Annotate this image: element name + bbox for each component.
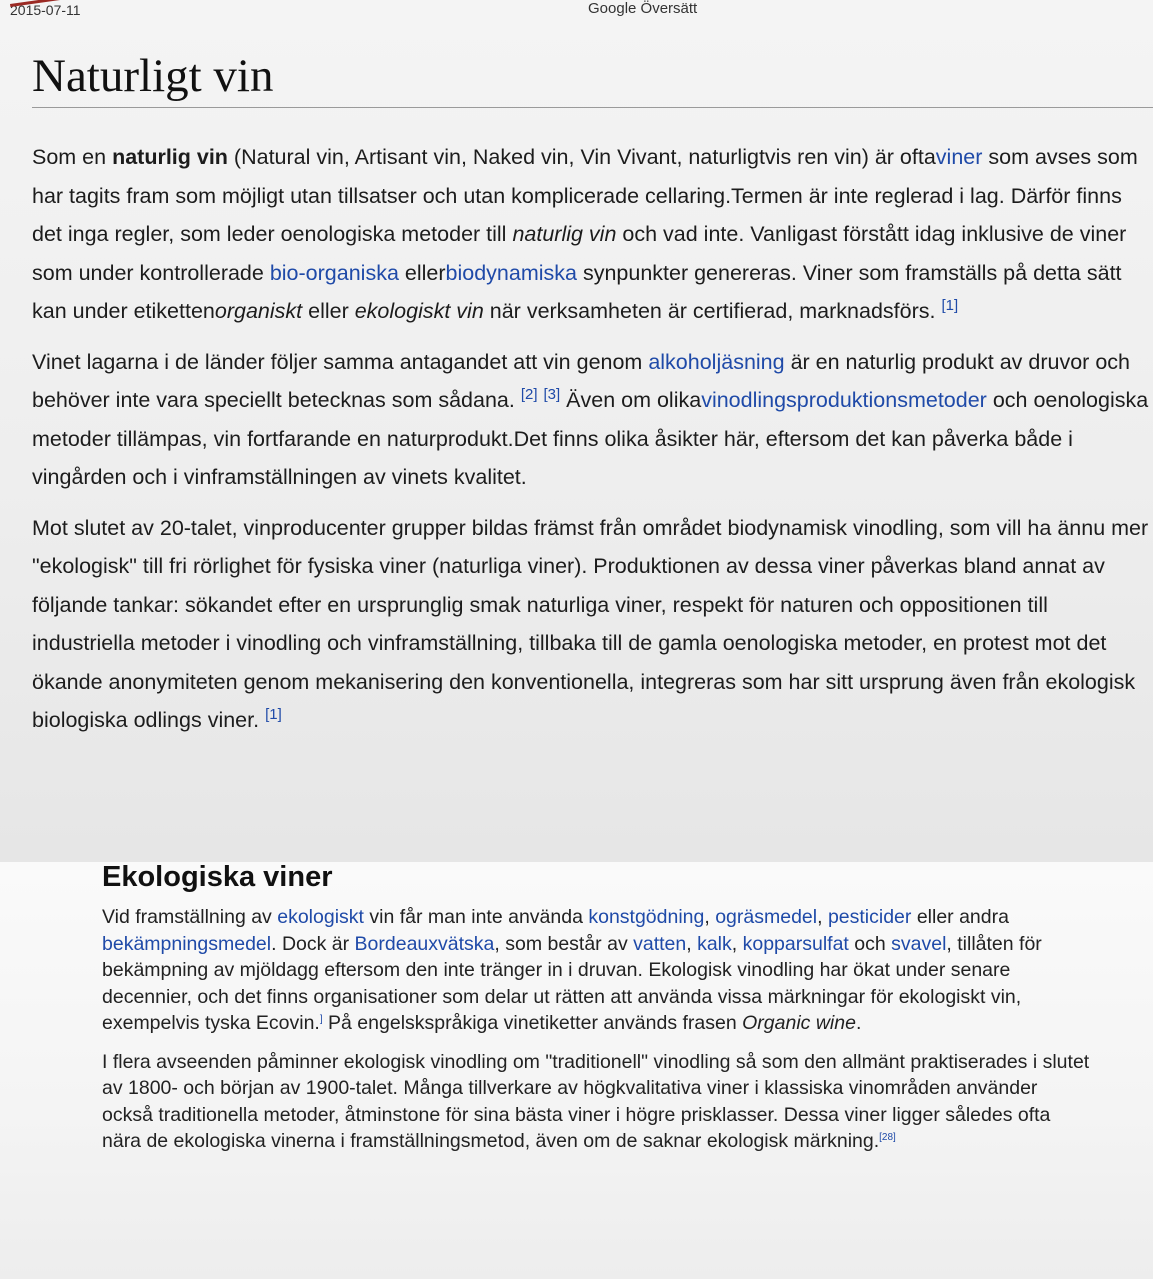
link-konstgodning[interactable]: konstgödning [588,906,705,928]
paragraph-law: Vinet lagarna i de länder följer samma antagandet att vin genom alkoholjäsning är en naturlig produkt av druvor och behöver inte vara speciellt betecknas som sådana. [2] [3] Även om olikavinodlingsproduktionsmetoder och oenologiska metoder tillämpas, vin fortfarande en naturprodukt.Det finns olika åsikter här, eftersom det kan påverka både i vingården och i vinframställningen av vinets kvalitet. [32,349,1149,489]
section-paragraph-1: Vid framställning av ekologiskt vin får man inte använda konstgödning, ogräsmedel, pesticider eller andra bekämpningsmedel. Dock är Bordeauxvätska, som består av vatten, kalk, kopparsulfat och svavel, tillåten för bekämpning av mjöldagg eftersom den inte tränger in i druvan. Ekologisk vinodling har ökat under senare decennier, och det finns organisationer som delar ut rätten att använda vissa märkningar för ekologiskt vin, exempelvis tyska Ecovin.] På engelskspråkiga vinetiketter används frasen Organic wine. [102,906,1042,1034]
print-header-title: Google Översätt [588,0,698,17]
link-bordeauxvatska[interactable]: Bordeauxvätska [354,932,495,955]
citation-2[interactable]: [2] [520,386,538,403]
citation-3[interactable]: [3] [543,386,561,403]
section-ekologiska-viner [102,858,1092,1167]
link-alkoholjasning[interactable]: alkoholjäsning [648,349,785,374]
print-date-text: 2015-07-11 [10,2,81,18]
title-divider [32,107,1153,108]
citation-ecovin[interactable]: ] [319,1014,323,1025]
section-heading: Ekologiska viner [102,861,333,893]
paragraph-intro: Som en naturlig vin (Natural vin, Artisant vin, Naked vin, Vin Vivant, naturligtvis ren vin) är oftaviner som avses som har tagits fram som möjligt utan tillsatser och utan komplicerade cellaring.Termen är inte reglerad i lag. Därför finns det inga regler, som leder oenologiska metoder till naturlig vin och vad inte. Vanligast förstått idag inklusive de viner som under kontrollerade bio-organiska ellerbiodynamiska synpunkter genereras. Viner som framställs på detta sätt kan under etikettenorganiskt eller ekologiskt vin när verksamheten är certifierad, marknadsförs. [1] [32,145,1138,323]
citation-1[interactable]: [1] [941,297,959,314]
section-paragraph-2: I flera avseenden påminner ekologisk vinodling om "traditionell" vinodling så som den allmänt praktiserades i slutet av 1800- och början av 1900-talet. Många tillverkare av högkvalitativa viner i klassiska vinområden använder också traditionella metoder, åtminstone för sina bästa viner i högre prisklasser. Dessa viner ligger således ofta nära de ekologiska vinerna i framställningsmetod, även om de saknar ekologisk märkning.[28] [102,1050,1090,1152]
link-vinodlingsproduktionsmetoder[interactable]: vinodlingsproduktionsmetoder [701,388,987,412]
link-viner[interactable]: viner [935,145,983,169]
page-title: Naturligt vin [32,50,274,102]
link-bio-organiska[interactable]: bio-organiska [269,260,399,285]
link-pesticider[interactable]: pesticider [827,906,912,928]
link-ekologiskt[interactable]: ekologiskt [277,906,364,928]
print-date [10,2,81,18]
link-biodynamiska[interactable]: biodynamiska [445,260,577,285]
link-svavel[interactable]: svavel [891,932,947,955]
link-kopparsulfat[interactable]: kopparsulfat [742,932,849,955]
citation-1b[interactable]: [1] [265,706,282,723]
paragraph-history: Mot slutet av 20-talet, vinproducenter grupper bildas främst från området biodynamisk vinodling, som vill ha ännu mer "ekologisk" till fri rörlighet för fysiska viner (naturliga viner). Produktionen av dessa viner påverkas bland annat av följande tankar: sökandet efter en ursprunglig smak naturliga viner, respekt för naturen och oppositionen till industriella metoder i vinodling och vinframställning, tillbaka till de gamla oenologiska metoder, en protest mot det ökande anonymiteten genom mekanisering den konventionella, integreras som har sitt ursprung även från ekologisk biologiska odlings viner. [1] [32,515,1149,732]
link-vatten[interactable]: vatten [633,932,687,955]
article-body [32,138,1153,752]
term-bold: naturlig vin [112,145,228,169]
link-ograsmedel[interactable]: ogräsmedel [715,906,818,928]
citation-28[interactable]: [28] [879,1132,896,1143]
link-kalk[interactable]: kalk [697,932,732,955]
link-bekampningsmedel[interactable]: bekämpningsmedel [102,932,272,955]
